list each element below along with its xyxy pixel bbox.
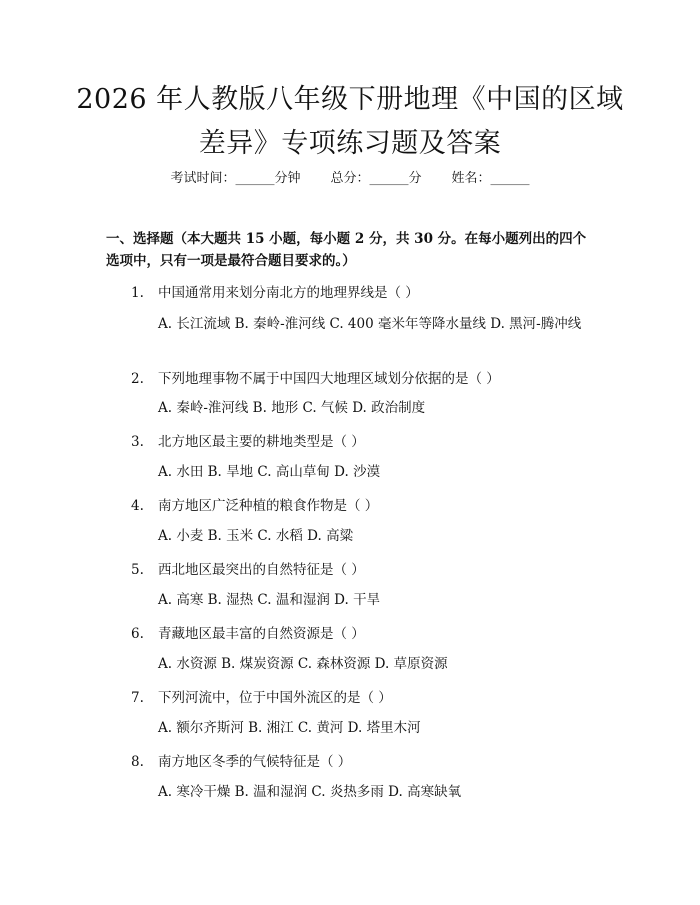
student-name-label: 姓名：______ [451,171,530,186]
question-6-options: A. 水资源 B. 煤炭资源 C. 森林资源 D. 草原资源 [158,656,448,672]
title-line-1: 2026 年人教版八年级下册地理《中国的区域 [76,84,624,115]
title-line-2: 差异》专项练习题及答案 [198,128,502,159]
question-number: 3. [131,434,144,450]
question-stem: 南方地区广泛种植的粮食作物是（ ） [158,498,379,514]
question-stem: 西北地区最突出的自然特征是（ ） [158,562,365,578]
question-number: 6. [131,626,144,642]
question-7-options: A. 额尔齐斯河 B. 湘江 C. 黄河 D. 塔里木河 [158,720,421,736]
question-number: 5. [131,562,144,578]
question-number: 4. [131,498,144,514]
question-number: 7. [131,690,144,706]
exam-meta [0,167,700,186]
total-score-label: 总分：______分 [330,171,422,186]
question-4-options: A. 小麦 B. 玉米 C. 水稻 D. 高粱 [158,528,354,544]
question-stem: 北方地区最主要的耕地类型是（ ） [158,434,365,450]
section-heading: 一、选择题（本大题共 15 小题，每小题 2 分，共 30 分。在每小题列出的四个选项中，只有一项是最符合题目要求的。） [106,231,587,269]
question-number: 1. [131,285,144,301]
question-number: 2. [131,371,144,387]
question-number: 8. [131,754,144,770]
question-1-options: A. 长江流域 B. 秦岭-淮河线 C. 400 毫米年等降水量线 D. 黑河-腾冲线 [158,316,582,332]
question-2-options: A. 秦岭-淮河线 B. 地形 C. 气候 D. 政治制度 [158,400,426,416]
question-stem: 下列地理事物不属于中国四大地理区域划分依据的是（ ） [158,371,500,387]
question-stem: 下列河流中，位于中国外流区的是（ ） [158,690,392,706]
question-stem: 青藏地区最丰富的自然资源是（ ） [158,626,365,642]
page-title [60,78,640,166]
question-5-options: A. 高寒 B. 湿热 C. 温和湿润 D. 干旱 [158,592,381,608]
exam-time-label: 考试时间：______分钟 [170,171,301,186]
question-stem: 南方地区冬季的气候特征是（ ） [158,754,352,770]
question-stem: 中国通常用来划分南北方的地理界线是（ ） [158,285,419,301]
question-3-options: A. 水田 B. 旱地 C. 高山草甸 D. 沙漠 [158,464,381,480]
question-8-options: A. 寒冷干燥 B. 温和湿润 C. 炎热多雨 D. 高寒缺氧 [158,784,462,800]
